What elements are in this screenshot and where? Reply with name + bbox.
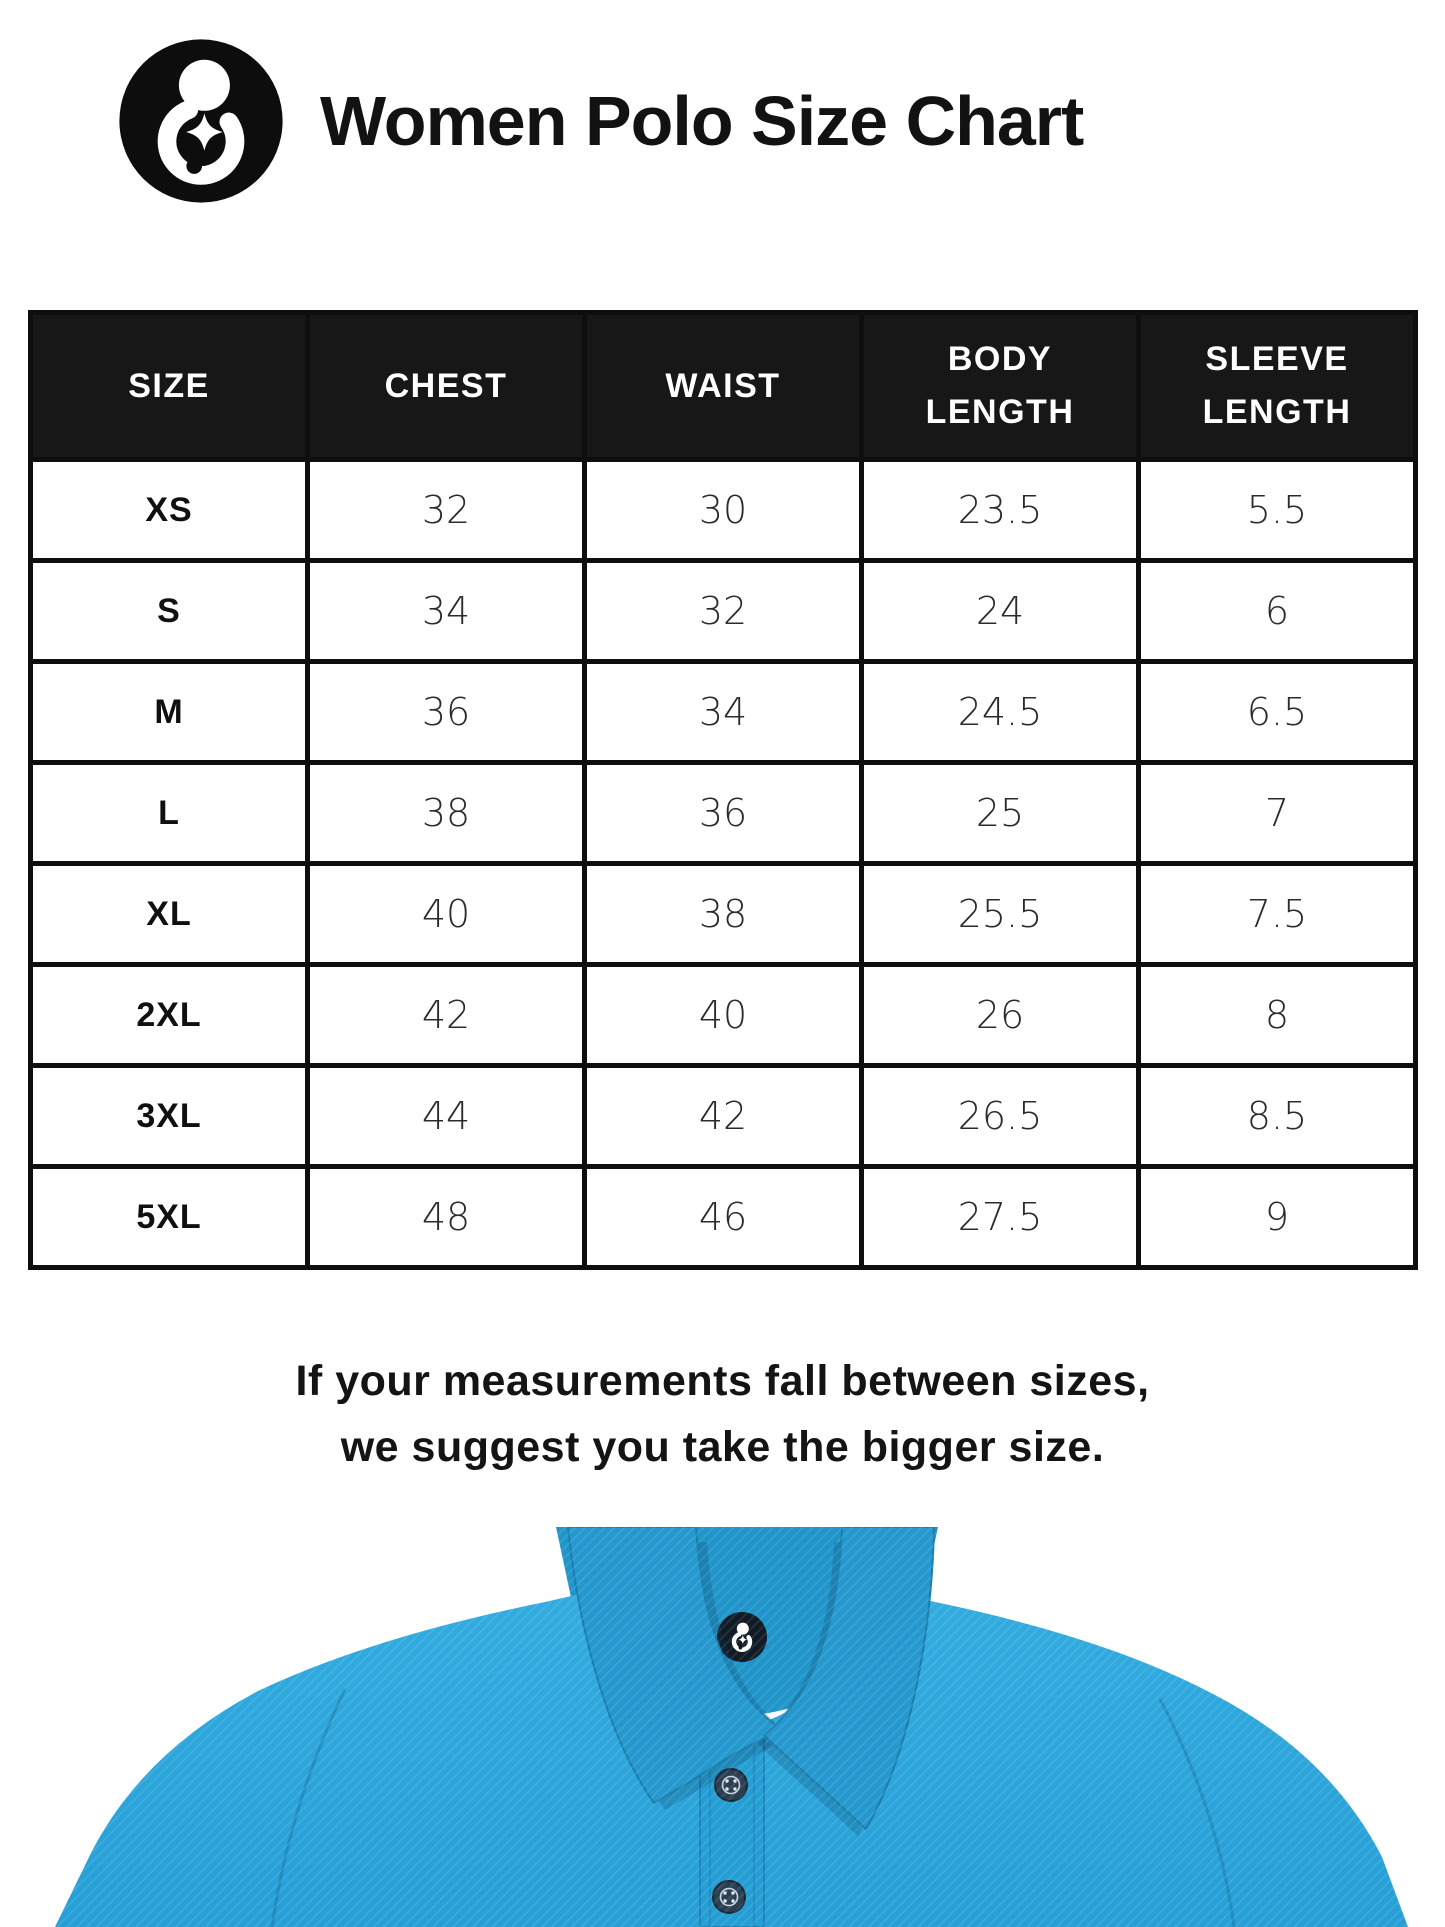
cell-chest: 42 [308,965,585,1066]
cell-body-length: 25.5 [862,864,1139,965]
cell-size: S [31,561,308,662]
table-row [31,864,1416,965]
table-row [31,1066,1416,1167]
header-cell-body-length: BODY LENGTH [862,313,1139,460]
header-cell-size: SIZE [31,313,308,460]
sizing-note-line1: If your measurements fall between sizes, [295,1357,1150,1405]
cell-sleeve-length: 8.5 [1139,1066,1416,1167]
header-cell-sleeve-length: SLEEVE LENGTH [1139,313,1416,460]
cell-size: XL [31,864,308,965]
table-row [31,662,1416,763]
cell-waist: 40 [585,965,862,1066]
cell-waist: 34 [585,662,862,763]
cell-body-length: 27.5 [862,1167,1139,1268]
cell-size: M [31,662,308,763]
table-row [31,965,1416,1066]
cell-body-length: 26.5 [862,1066,1139,1167]
cell-size: 5XL [31,1167,308,1268]
cell-body-length: 24.5 [862,662,1139,763]
header-cell-waist: WAIST [585,313,862,460]
table-row [31,1167,1416,1268]
size-chart-table [28,310,1418,1270]
cell-waist: 36 [585,763,862,864]
table-row [31,561,1416,662]
cell-waist: 30 [585,460,862,561]
cell-size: XS [31,460,308,561]
cell-chest: 48 [308,1167,585,1268]
cell-waist: 32 [585,561,862,662]
cell-chest: 38 [308,763,585,864]
cell-body-length: 24 [862,561,1139,662]
cell-sleeve-length: 9 [1139,1167,1416,1268]
mother-and-child-logo-icon [116,36,286,206]
cell-waist: 38 [585,864,862,965]
sizing-note-line2: we suggest you take the bigger size. [340,1423,1105,1471]
sizing-note [0,1348,1445,1480]
cell-size: L [31,763,308,864]
cell-body-length: 23.5 [862,460,1139,561]
cell-size: 3XL [31,1066,308,1167]
table-header [31,313,1416,460]
cell-sleeve-length: 6.5 [1139,662,1416,763]
cell-sleeve-length: 6 [1139,561,1416,662]
cell-chest: 40 [308,864,585,965]
page-title: Women Polo Size Chart [320,82,1084,160]
cell-sleeve-length: 8 [1139,965,1416,1066]
fabric-texture [0,1527,1445,1927]
cell-size: 2XL [31,965,308,1066]
table-row [31,763,1416,864]
cell-sleeve-length: 5.5 [1139,460,1416,561]
header-cell-chest: CHEST [308,313,585,460]
cell-sleeve-length: 7.5 [1139,864,1416,965]
cell-sleeve-length: 7 [1139,763,1416,864]
brand-header [116,36,1083,206]
cell-waist: 46 [585,1167,862,1268]
header-row [31,313,1416,460]
cell-chest: 44 [308,1066,585,1167]
cell-body-length: 25 [862,763,1139,864]
cell-chest: 36 [308,662,585,763]
cell-body-length: 26 [862,965,1139,1066]
cell-chest: 34 [308,561,585,662]
table-row [31,460,1416,561]
polo-shirt-image [0,1527,1445,1927]
cell-chest: 32 [308,460,585,561]
cell-waist: 42 [585,1066,862,1167]
